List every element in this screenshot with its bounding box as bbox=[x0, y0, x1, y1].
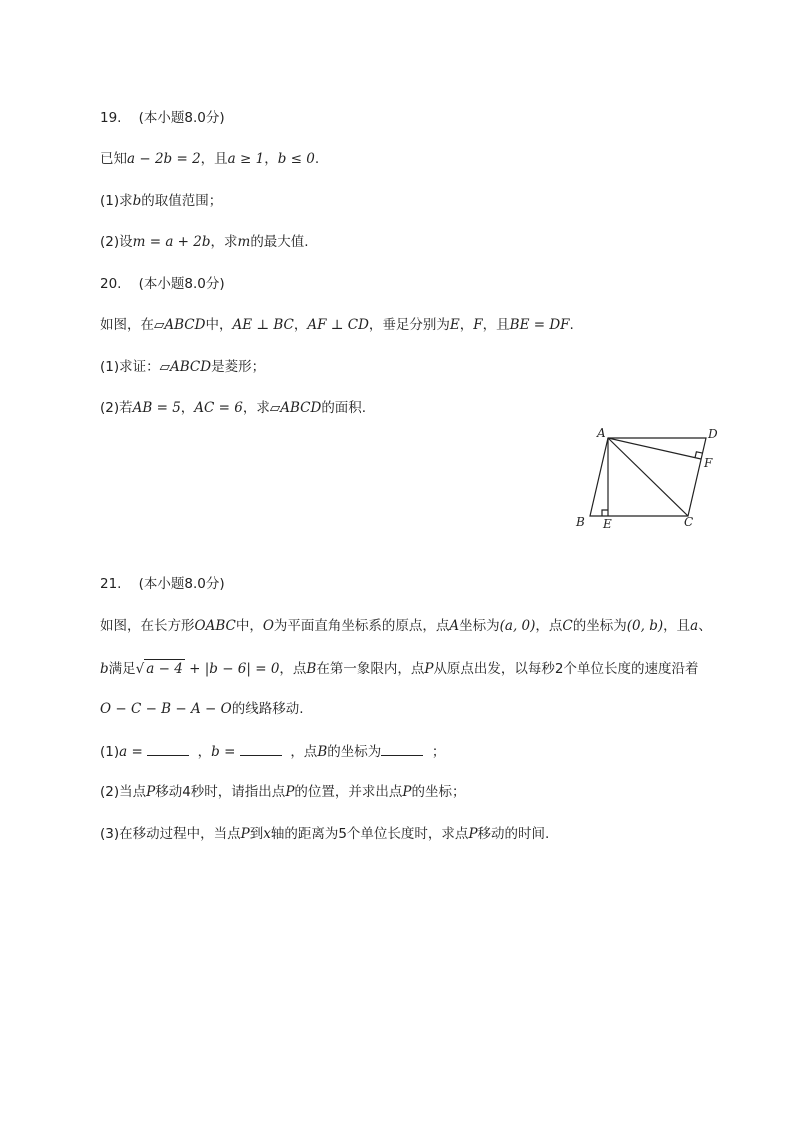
parallelogram-symbol: ▱ bbox=[154, 317, 165, 333]
label-f: F bbox=[704, 456, 713, 470]
part-label: (2) bbox=[100, 234, 120, 250]
math: (a, 0) bbox=[499, 618, 536, 634]
math: a ≥ 1 bbox=[227, 151, 265, 167]
sqrt-radicand: a − 4 bbox=[146, 661, 183, 677]
text: ，且 bbox=[663, 618, 691, 634]
math: a bbox=[690, 618, 699, 634]
part-label: (2) bbox=[100, 784, 120, 800]
math: F bbox=[473, 317, 483, 333]
q19-stem bbox=[100, 150, 319, 168]
text: 的取值范围； bbox=[141, 193, 223, 209]
text: 的坐标； bbox=[411, 784, 466, 800]
parallelogram-figure bbox=[570, 420, 730, 535]
math: b ≤ 0 bbox=[277, 151, 315, 167]
text: 坐标为 bbox=[459, 618, 500, 634]
math: AC = 6 bbox=[194, 400, 243, 416]
text: 设 bbox=[119, 234, 133, 250]
label-d: D bbox=[708, 427, 718, 441]
text: 如图，在 bbox=[100, 317, 154, 333]
math: a − 2b = 2 bbox=[127, 151, 201, 167]
text: 若 bbox=[119, 400, 133, 416]
q21-part1 bbox=[100, 742, 445, 761]
text: ， bbox=[264, 151, 278, 167]
math: P bbox=[424, 661, 434, 677]
math: ABCD bbox=[164, 317, 206, 333]
q19-part2 bbox=[100, 233, 309, 251]
math: P bbox=[285, 784, 295, 800]
part-label: (1) bbox=[100, 193, 120, 209]
math: AF ⊥ CD bbox=[307, 317, 369, 333]
sqrt-sign: √ bbox=[135, 661, 145, 677]
text: ， bbox=[293, 317, 308, 333]
math: C bbox=[562, 618, 573, 634]
text: ，垂足分别为 bbox=[368, 317, 450, 333]
text: 移动4秒时，请指出点 bbox=[155, 784, 286, 800]
math: a = bbox=[119, 744, 148, 760]
text: ，求 bbox=[242, 400, 270, 416]
text: 求证： bbox=[119, 359, 160, 375]
math: b bbox=[132, 193, 142, 209]
text: ， bbox=[180, 400, 195, 416]
q21-header bbox=[100, 575, 225, 593]
text: 在移动过程中，当点 bbox=[119, 826, 241, 842]
math: AB = 5 bbox=[132, 400, 181, 416]
q20-number: 20. bbox=[100, 276, 122, 292]
text: 的坐标为 bbox=[327, 744, 382, 760]
math: P bbox=[146, 784, 156, 800]
text: 的线路移动. bbox=[231, 701, 304, 717]
math: ABCD bbox=[170, 359, 212, 375]
math: P bbox=[240, 826, 250, 842]
text: 轴的距离为5个单位长度时，求点 bbox=[270, 826, 469, 842]
text: ，且 bbox=[482, 317, 510, 333]
q19-part1 bbox=[100, 192, 222, 210]
text: 求 bbox=[119, 193, 133, 209]
parallelogram-symbol: ▱ bbox=[159, 359, 171, 375]
part-label: (1) bbox=[100, 744, 120, 760]
math: m bbox=[237, 234, 251, 250]
math: b = bbox=[211, 744, 240, 760]
part-label: (1) bbox=[100, 359, 120, 375]
q21-score: (本小题8.0分) bbox=[138, 576, 225, 592]
math: b bbox=[100, 661, 109, 677]
text: 在第一象限内，点 bbox=[316, 661, 425, 677]
text: 已知 bbox=[100, 151, 127, 167]
math: B bbox=[306, 661, 317, 677]
math: ABCD bbox=[280, 400, 322, 416]
math: O bbox=[262, 618, 274, 634]
text: 的面积. bbox=[321, 400, 367, 416]
math: A bbox=[449, 618, 460, 634]
q19-score: (本小题8.0分) bbox=[138, 110, 225, 126]
math: O − C − B − A − O bbox=[100, 701, 232, 717]
text: 、 bbox=[698, 618, 712, 634]
text: 到 bbox=[249, 826, 264, 842]
text: 的位置，并求出点 bbox=[294, 784, 403, 800]
q21-stem-line3 bbox=[100, 700, 304, 718]
text: . bbox=[314, 151, 320, 167]
q21-number: 21. bbox=[100, 576, 122, 592]
math: m = a + 2b bbox=[132, 234, 211, 250]
math: P bbox=[402, 784, 412, 800]
q21-stem-line1 bbox=[100, 617, 712, 635]
math: + |b − 6| = 0 bbox=[184, 661, 280, 677]
q19-number: 19. bbox=[100, 110, 122, 126]
text: ， bbox=[197, 744, 212, 760]
math: P bbox=[468, 826, 478, 842]
text: 为平面直角坐标系的原点，点 bbox=[273, 618, 450, 634]
q20-score: (本小题8.0分) bbox=[138, 276, 225, 292]
answer-blank-a[interactable] bbox=[147, 742, 189, 756]
math: E bbox=[449, 317, 460, 333]
text: 的最大值. bbox=[250, 234, 309, 250]
q21-stem-line2 bbox=[100, 659, 699, 678]
q20-header bbox=[100, 275, 225, 293]
text: ，点 bbox=[290, 744, 318, 760]
text: . bbox=[569, 317, 574, 333]
right-angle-e bbox=[602, 510, 608, 516]
label-b: B bbox=[576, 515, 585, 529]
math: AE ⊥ BC bbox=[232, 317, 294, 333]
math: x bbox=[263, 826, 271, 842]
text: ，点 bbox=[279, 661, 307, 677]
answer-blank-b-coord[interactable] bbox=[381, 742, 423, 756]
math: (0, b) bbox=[626, 618, 664, 634]
text: ； bbox=[431, 744, 446, 760]
q21-part2 bbox=[100, 783, 466, 801]
q20-stem bbox=[100, 316, 574, 334]
text: ，且 bbox=[200, 151, 228, 167]
text: 移动的时间. bbox=[477, 826, 550, 842]
q20-part2 bbox=[100, 399, 366, 417]
part-label: (3) bbox=[100, 826, 120, 842]
q20-part1 bbox=[100, 358, 265, 376]
math: BE = DF bbox=[509, 317, 570, 333]
answer-blank-b[interactable] bbox=[240, 742, 282, 756]
text: ，求 bbox=[210, 234, 238, 250]
math: OABC bbox=[194, 618, 236, 634]
parallelogram-symbol: ▱ bbox=[269, 400, 281, 416]
label-a: A bbox=[597, 426, 606, 440]
text: 如图，在长方形 bbox=[100, 618, 195, 634]
segment-af bbox=[608, 438, 701, 459]
text: 中， bbox=[205, 317, 233, 333]
segment-ac bbox=[608, 438, 688, 516]
part-label: (2) bbox=[100, 400, 120, 416]
q19-header bbox=[100, 109, 225, 127]
text: 满足 bbox=[108, 661, 136, 677]
text: 是菱形； bbox=[211, 359, 266, 375]
label-e: E bbox=[603, 517, 612, 531]
text: 的坐标为 bbox=[572, 618, 627, 634]
text: 中， bbox=[235, 618, 263, 634]
text: ，点 bbox=[535, 618, 563, 634]
q21-part3 bbox=[100, 825, 549, 843]
math: B bbox=[317, 744, 328, 760]
text: ， bbox=[459, 317, 474, 333]
text: 当点 bbox=[119, 784, 147, 800]
text: 从原点出发，以每秒2个单位长度的速度沿着 bbox=[433, 661, 699, 677]
label-c: C bbox=[684, 515, 694, 529]
